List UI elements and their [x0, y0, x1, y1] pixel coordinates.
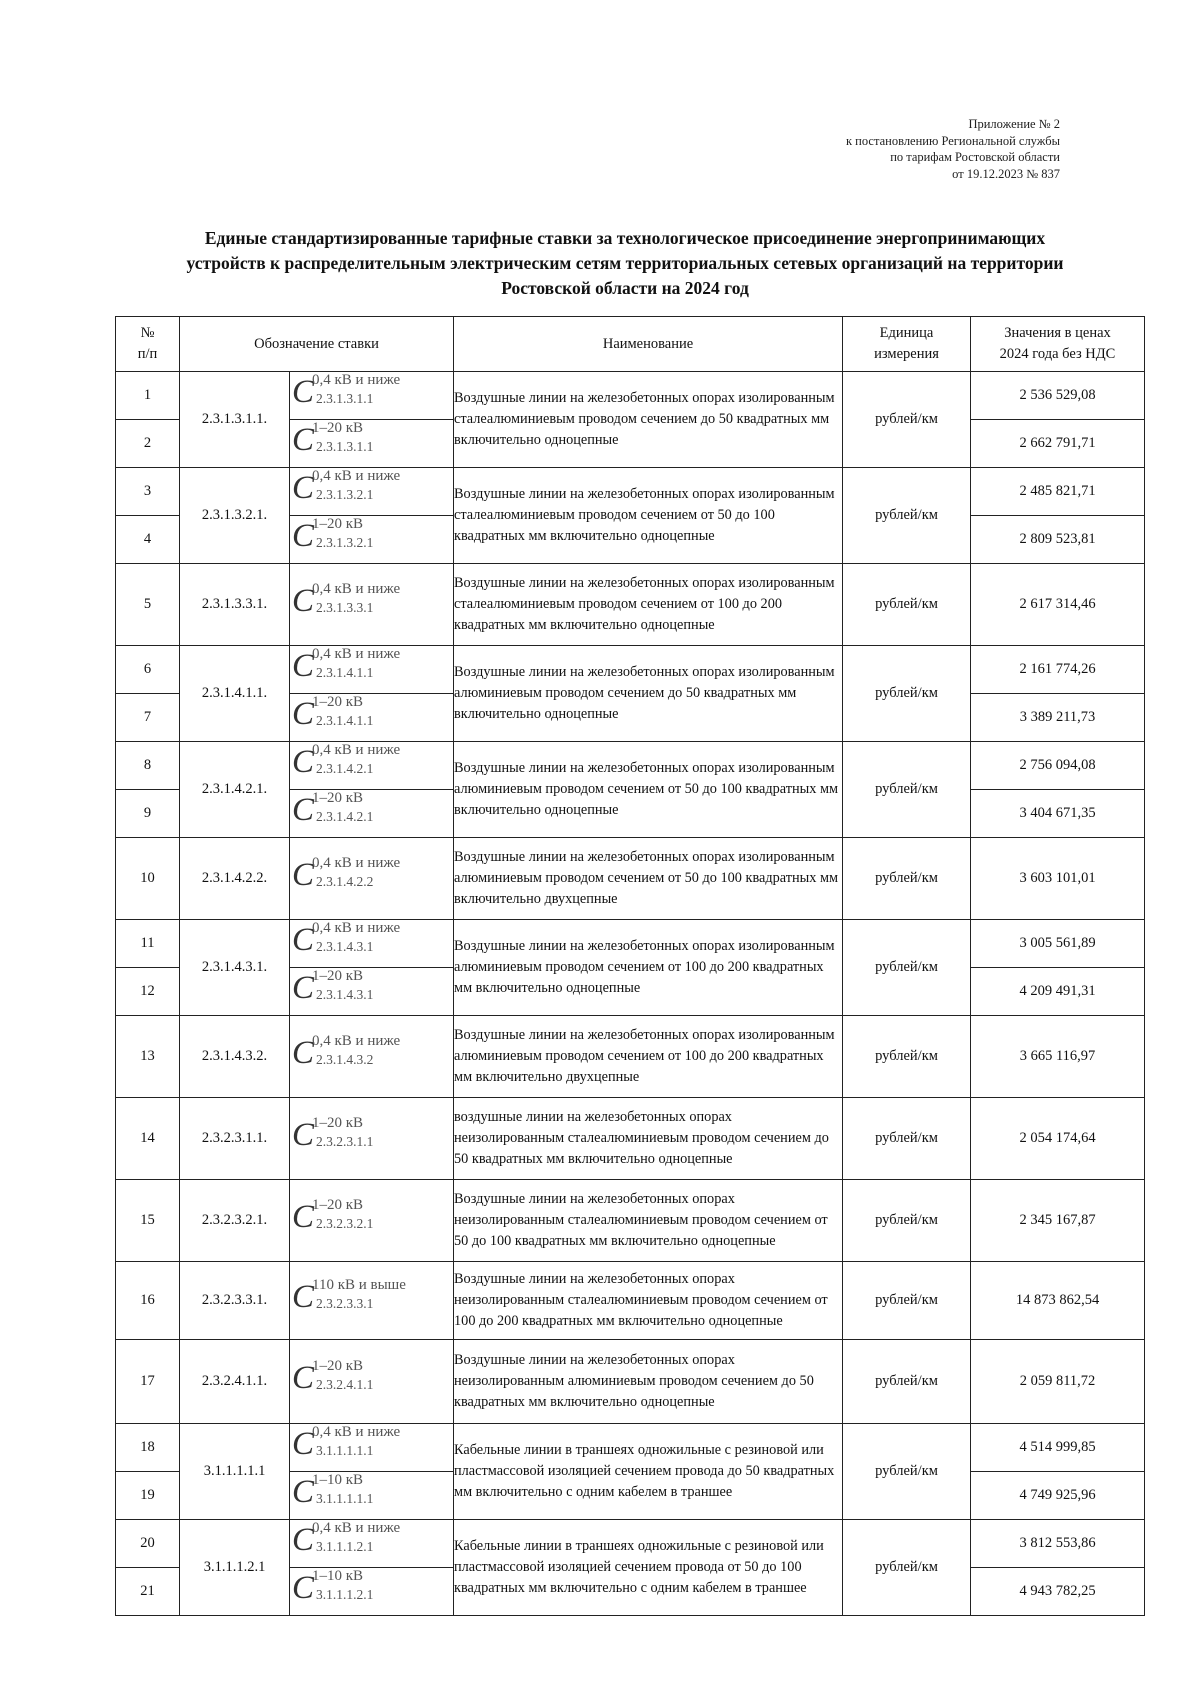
rate-description: Воздушные линии на железобетонных опорах изолированным сталеалюминиевым проводом сечением до 50 квадратных мм включительно одноцепные	[454, 372, 843, 468]
table-row	[116, 1424, 1145, 1472]
rate-symbol-letter: C	[292, 1426, 315, 1462]
rate-symbol	[290, 468, 442, 508]
rate-symbol	[290, 1197, 442, 1237]
unit-cell: рублей/км	[843, 1424, 971, 1520]
row-number: 5	[116, 564, 180, 646]
rate-code: 2.3.2.4.1.1.	[180, 1340, 290, 1424]
rate-description: Воздушные линии на железобетонных опорах неизолированным алюминиевым проводом сечением до 50 квадратных мм включительно одноцепные	[454, 1340, 843, 1424]
unit-cell: рублей/км	[843, 1340, 971, 1424]
rate-description: Воздушные линии на железобетонных опорах изолированным алюминиевым проводом сечением от 100 до 200 квадратных мм включительно одноцепные	[454, 920, 843, 1016]
row-number: 12	[116, 968, 180, 1016]
rate-code: 2.3.2.3.3.1.	[180, 1262, 290, 1340]
rate-value: 2 756 094,08	[971, 742, 1145, 790]
rate-symbol-letter: C	[292, 1199, 315, 1235]
rate-code: 3.1.1.1.2.1	[180, 1520, 290, 1616]
row-number: 16	[116, 1262, 180, 1340]
row-number: 7	[116, 694, 180, 742]
rate-symbol-letter: C	[292, 583, 315, 619]
row-number: 8	[116, 742, 180, 790]
rate-symbol-cell	[290, 694, 454, 742]
unit-cell: рублей/км	[843, 920, 971, 1016]
rate-symbol-voltage: 1–20 кВ	[312, 516, 364, 532]
rate-symbol-index: 2.3.2.3.2.1	[316, 1216, 374, 1231]
rate-symbol	[290, 1115, 442, 1155]
table-row	[116, 742, 1145, 790]
rate-description: Кабельные линии в траншеях одножильные с резиновой или пластмассовой изоляцией сечением провода от 50 до 100 квадратных мм включительно с одним кабелем в траншее	[454, 1520, 843, 1616]
rate-symbol-voltage: 1–20 кВ	[312, 694, 364, 710]
rate-symbol-index: 2.3.1.3.2.1	[316, 535, 374, 550]
row-number: 10	[116, 838, 180, 920]
rate-symbol-letter: C	[292, 470, 315, 506]
rate-code: 2.3.1.4.1.1.	[180, 646, 290, 742]
unit-cell: рублей/км	[843, 742, 971, 838]
rate-code: 2.3.2.3.1.1.	[180, 1098, 290, 1180]
row-number: 3	[116, 468, 180, 516]
rate-symbol-letter: C	[292, 922, 315, 958]
rate-symbol	[290, 581, 442, 621]
rate-symbol-letter: C	[292, 857, 315, 893]
rate-symbol-voltage: 0,4 кВ и ниже	[312, 1424, 401, 1440]
appendix-line: Приложение № 2	[968, 117, 1060, 131]
rate-symbol-index: 3.1.1.1.1.1	[316, 1443, 374, 1458]
table-row	[116, 468, 1145, 516]
unit-cell: рублей/км	[843, 1016, 971, 1098]
header-unit-line1: Единица	[879, 325, 934, 341]
header-value-line1: Значения в ценах	[1004, 325, 1111, 341]
rate-symbol-cell	[290, 742, 454, 790]
rate-value: 2 662 791,71	[971, 420, 1145, 468]
rate-value: 3 005 561,89	[971, 920, 1145, 968]
table-header-row	[116, 317, 1145, 372]
appendix-line: по тарифам Ростовской области	[890, 150, 1060, 164]
rate-code: 2.3.1.4.3.2.	[180, 1016, 290, 1098]
rate-symbol-voltage: 1–10 кВ	[312, 1568, 364, 1584]
rate-symbol-cell	[290, 1424, 454, 1472]
rate-description: Воздушные линии на железобетонных опорах неизолированным сталеалюминиевым проводом сечением от 100 до 200 квадратных мм включительно одноцепные	[454, 1262, 843, 1340]
unit-cell: рублей/км	[843, 1520, 971, 1616]
rate-symbol	[290, 1358, 442, 1398]
rate-value: 4 209 491,31	[971, 968, 1145, 1016]
rate-symbol-letter: C	[292, 696, 315, 732]
header-num-line2: п/п	[137, 346, 158, 362]
rate-symbol	[290, 968, 442, 1008]
rate-code: 2.3.1.4.3.1.	[180, 920, 290, 1016]
rate-symbol-voltage: 0,4 кВ и ниже	[312, 372, 401, 388]
appendix-block	[846, 116, 1060, 182]
rate-symbol-voltage: 0,4 кВ и ниже	[312, 468, 401, 484]
rate-symbol-index: 2.3.1.4.3.2	[316, 1052, 374, 1067]
rate-symbol-cell	[290, 372, 454, 420]
row-number: 13	[116, 1016, 180, 1098]
rate-description: Воздушные линии на железобетонных опорах изолированным алюминиевым проводом сечением от 50 до 100 квадратных мм включительно двухцепные	[454, 838, 843, 920]
rate-symbol-index: 2.3.1.3.1.1	[316, 391, 374, 406]
rate-value: 2 054 174,64	[971, 1098, 1145, 1180]
rate-symbol	[290, 1033, 442, 1073]
rate-value: 2 161 774,26	[971, 646, 1145, 694]
rate-symbol-index: 2.3.1.4.2.1	[316, 761, 374, 776]
title-line: устройств к распределительным электрическим сетям территориальных сетевых организаций на территории	[186, 253, 1064, 273]
rate-symbol-cell	[290, 468, 454, 516]
rate-symbol-index: 2.3.1.4.1.1	[316, 713, 374, 728]
rate-symbol	[290, 516, 442, 556]
rate-symbol-index: 3.1.1.1.2.1	[316, 1587, 374, 1602]
row-number: 2	[116, 420, 180, 468]
rate-symbol-index: 2.3.2.3.3.1	[316, 1296, 374, 1311]
rate-value: 2 809 523,81	[971, 516, 1145, 564]
rate-value: 2 536 529,08	[971, 372, 1145, 420]
table-row	[116, 1098, 1145, 1180]
rate-symbol-cell	[290, 646, 454, 694]
header-value	[971, 317, 1145, 372]
unit-cell: рублей/км	[843, 1262, 971, 1340]
rate-symbol-letter: C	[292, 422, 315, 458]
rate-description: Воздушные линии на железобетонных опорах изолированным алюминиевым проводом сечением от 50 до 100 квадратных мм включительно одноцепные	[454, 742, 843, 838]
rate-symbol-index: 2.3.1.4.1.1	[316, 665, 374, 680]
rate-value: 2 059 811,72	[971, 1340, 1145, 1424]
rate-symbol-voltage: 0,4 кВ и ниже	[312, 1520, 401, 1536]
rate-symbol-voltage: 1–20 кВ	[312, 968, 364, 984]
rate-symbol-voltage: 0,4 кВ и ниже	[312, 920, 401, 936]
rate-symbol-cell	[290, 1180, 454, 1262]
rate-symbol	[290, 1520, 442, 1560]
unit-cell: рублей/км	[843, 564, 971, 646]
rate-symbol-index: 3.1.1.1.2.1	[316, 1539, 374, 1554]
rate-symbol-voltage: 0,4 кВ и ниже	[312, 581, 401, 597]
table-row	[116, 1180, 1145, 1262]
rate-symbol-letter: C	[292, 792, 315, 828]
rate-value: 2 485 821,71	[971, 468, 1145, 516]
rate-symbol-letter: C	[292, 970, 315, 1006]
rate-symbol-cell	[290, 1098, 454, 1180]
rate-symbol-cell	[290, 420, 454, 468]
rate-value: 14 873 862,54	[971, 1262, 1145, 1340]
rate-symbol	[290, 790, 442, 830]
rate-symbol-letter: C	[292, 648, 315, 684]
rate-symbol-letter: C	[292, 1117, 315, 1153]
rate-code: 3.1.1.1.1.1	[180, 1424, 290, 1520]
rate-symbol-letter: C	[292, 744, 315, 780]
rate-symbol-letter: C	[292, 1522, 315, 1558]
table-row	[116, 838, 1145, 920]
rate-symbol-cell	[290, 1472, 454, 1520]
table-row	[116, 1016, 1145, 1098]
tariff-table	[115, 316, 1145, 1616]
rate-symbol-letter: C	[292, 1570, 315, 1606]
appendix-line: от 19.12.2023 № 837	[952, 166, 1060, 181]
rate-symbol-index: 2.3.2.4.1.1	[316, 1377, 374, 1392]
table-row	[116, 1520, 1145, 1568]
document-title	[130, 226, 1120, 301]
rate-symbol	[290, 920, 442, 960]
rate-symbol-cell	[290, 564, 454, 646]
rate-description: Воздушные линии на железобетонных опорах изолированным сталеалюминиевым проводом сечением от 100 до 200 квадратных мм включительно одноцепные	[454, 564, 843, 646]
rate-symbol	[290, 694, 442, 734]
row-number: 20	[116, 1520, 180, 1568]
rate-symbol	[290, 742, 442, 782]
rate-symbol-cell	[290, 968, 454, 1016]
rate-symbol	[290, 1472, 442, 1512]
header-num	[116, 317, 180, 372]
table-row	[116, 920, 1145, 968]
row-number: 21	[116, 1568, 180, 1616]
rate-symbol	[290, 1568, 442, 1608]
rate-code: 2.3.1.4.2.2.	[180, 838, 290, 920]
rate-symbol-voltage: 1–20 кВ	[312, 1115, 364, 1131]
rate-symbol-index: 2.3.1.4.2.2	[316, 874, 374, 889]
rate-symbol-voltage: 0,4 кВ и ниже	[312, 855, 401, 871]
table-row	[116, 1340, 1145, 1424]
rate-symbol-letter: C	[292, 1360, 315, 1396]
rate-symbol-cell	[290, 1568, 454, 1616]
row-number: 14	[116, 1098, 180, 1180]
rate-symbol-letter: C	[292, 1035, 315, 1071]
rate-symbol-cell	[290, 790, 454, 838]
unit-cell: рублей/км	[843, 372, 971, 468]
unit-cell: рублей/км	[843, 1098, 971, 1180]
rate-description: Кабельные линии в траншеях одножильные с резиновой или пластмассовой изоляцией сечением провода до 50 квадратных мм включительно с одним кабелем в траншее	[454, 1424, 843, 1520]
rate-symbol	[290, 372, 442, 412]
rate-description: Воздушные линии на железобетонных опорах изолированным алюминиевым проводом сечением до 50 квадратных мм включительно одноцепные	[454, 646, 843, 742]
rate-value: 3 389 211,73	[971, 694, 1145, 742]
table-row	[116, 372, 1145, 420]
rate-symbol-voltage: 1–20 кВ	[312, 420, 364, 436]
rate-symbol-index: 2.3.1.3.1.1	[316, 439, 374, 454]
row-number: 4	[116, 516, 180, 564]
header-unit	[843, 317, 971, 372]
rate-symbol-voltage: 0,4 кВ и ниже	[312, 646, 401, 662]
header-name: Наименование	[454, 317, 843, 372]
rate-value: 3 812 553,86	[971, 1520, 1145, 1568]
table-row	[116, 564, 1145, 646]
rate-description: Воздушные линии на железобетонных опорах изолированным алюминиевым проводом сечением от 100 до 200 квадратных мм включительно двухцепные	[454, 1016, 843, 1098]
rate-symbol-voltage: 0,4 кВ и ниже	[312, 1033, 401, 1049]
rate-value: 4 514 999,85	[971, 1424, 1145, 1472]
rate-symbol-voltage: 0,4 кВ и ниже	[312, 742, 401, 758]
table-row	[116, 646, 1145, 694]
unit-cell: рублей/км	[843, 468, 971, 564]
row-number: 15	[116, 1180, 180, 1262]
rate-symbol-index: 2.3.1.4.2.1	[316, 809, 374, 824]
header-rate: Обозначение ставки	[180, 317, 454, 372]
rate-code: 2.3.2.3.2.1.	[180, 1180, 290, 1262]
rate-symbol-letter: C	[292, 374, 315, 410]
rate-symbol-voltage: 110 кВ и выше	[312, 1277, 406, 1293]
row-number: 11	[116, 920, 180, 968]
header-num-line1: №	[140, 325, 155, 341]
header-value-line2: 2024 года без НДС	[999, 346, 1116, 362]
rate-symbol-voltage: 1–20 кВ	[312, 1197, 364, 1213]
rate-symbol-cell	[290, 838, 454, 920]
rate-value: 3 404 671,35	[971, 790, 1145, 838]
rate-symbol-index: 2.3.1.4.3.1	[316, 939, 374, 954]
rate-symbol	[290, 1424, 442, 1464]
row-number: 17	[116, 1340, 180, 1424]
tariff-table-body	[116, 372, 1145, 1616]
row-number: 1	[116, 372, 180, 420]
unit-cell: рублей/км	[843, 646, 971, 742]
rate-symbol-letter: C	[292, 1474, 315, 1510]
row-number: 9	[116, 790, 180, 838]
row-number: 18	[116, 1424, 180, 1472]
rate-symbol-voltage: 1–20 кВ	[312, 1358, 364, 1374]
rate-symbol-voltage: 1–10 кВ	[312, 1472, 364, 1488]
rate-symbol-letter: C	[292, 518, 315, 554]
rate-value: 3 665 116,97	[971, 1016, 1145, 1098]
rate-symbol-cell	[290, 1016, 454, 1098]
rate-symbol-voltage: 1–20 кВ	[312, 790, 364, 806]
header-unit-line2: измерения	[874, 346, 939, 362]
rate-value: 3 603 101,01	[971, 838, 1145, 920]
appendix-line: к постановлению Региональной службы	[845, 133, 1060, 148]
rate-code: 2.3.1.3.2.1.	[180, 468, 290, 564]
row-number: 19	[116, 1472, 180, 1520]
rate-symbol-cell	[290, 1520, 454, 1568]
rate-description: воздушные линии на железобетонных опорах неизолированным сталеалюминиевым проводом сечением до 50 квадратных мм включительно одноцепные	[454, 1098, 843, 1180]
rate-symbol-letter: C	[292, 1279, 315, 1315]
rate-symbol	[290, 855, 442, 895]
table-row	[116, 1262, 1145, 1340]
rate-symbol-index: 2.3.1.3.3.1	[316, 600, 374, 615]
rate-symbol-index: 2.3.1.3.2.1	[316, 487, 374, 502]
rate-symbol-cell	[290, 516, 454, 564]
rate-symbol-cell	[290, 1262, 454, 1340]
rate-value: 4 749 925,96	[971, 1472, 1145, 1520]
unit-cell: рублей/км	[843, 838, 971, 920]
rate-symbol-index: 2.3.2.3.1.1	[316, 1134, 374, 1149]
rate-code: 2.3.1.3.3.1.	[180, 564, 290, 646]
rate-description: Воздушные линии на железобетонных опорах изолированным сталеалюминиевым проводом сечением от 50 до 100 квадратных мм включительно одноцепные	[454, 468, 843, 564]
rate-value: 2 617 314,46	[971, 564, 1145, 646]
rate-code: 2.3.1.4.2.1.	[180, 742, 290, 838]
rate-symbol-cell	[290, 920, 454, 968]
rate-symbol	[290, 646, 442, 686]
row-number: 6	[116, 646, 180, 694]
rate-value: 2 345 167,87	[971, 1180, 1145, 1262]
rate-code: 2.3.1.3.1.1.	[180, 372, 290, 468]
rate-symbol	[290, 420, 442, 460]
rate-value: 4 943 782,25	[971, 1568, 1145, 1616]
rate-description: Воздушные линии на железобетонных опорах неизолированным сталеалюминиевым проводом сечением от 50 до 100 квадратных мм включительно одноцепные	[454, 1180, 843, 1262]
rate-symbol-index: 2.3.1.4.3.1	[316, 987, 374, 1002]
title-line: Ростовской области на 2024 год	[501, 278, 749, 298]
rate-symbol	[290, 1277, 442, 1317]
unit-cell: рублей/км	[843, 1180, 971, 1262]
rate-symbol-cell	[290, 1340, 454, 1424]
rate-symbol-index: 3.1.1.1.1.1	[316, 1491, 374, 1506]
title-line: Единые стандартизированные тарифные ставки за технологическое присоединение энергопринимающих	[204, 228, 1046, 248]
